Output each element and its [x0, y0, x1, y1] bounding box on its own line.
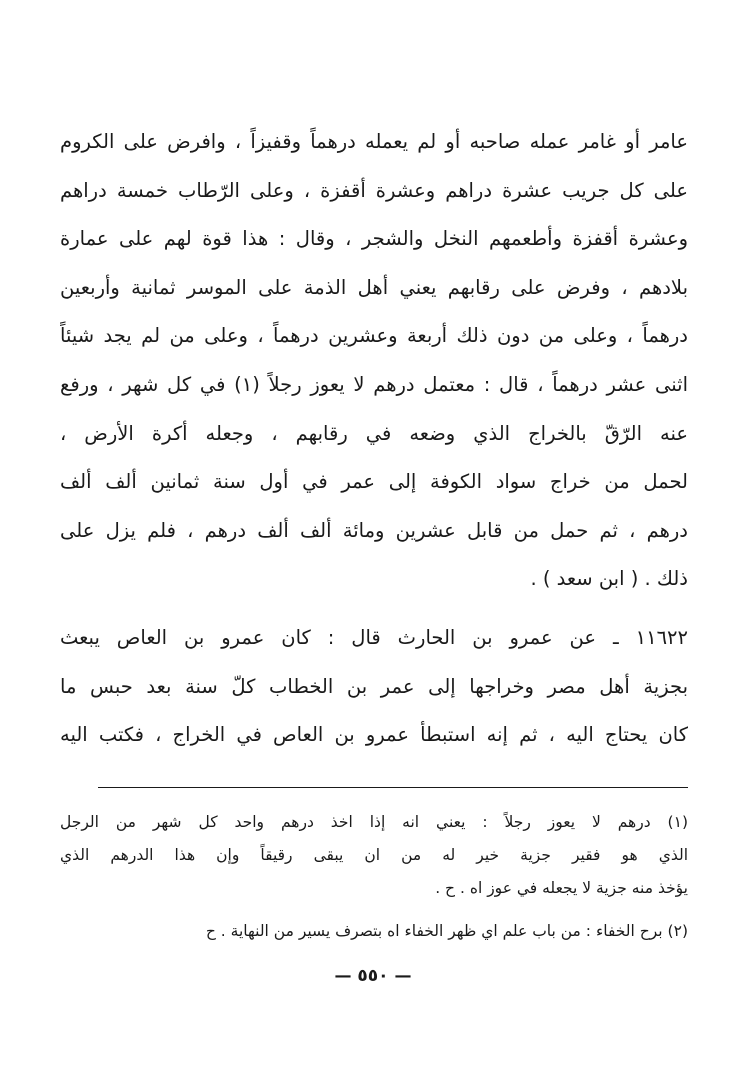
- text-line: اثنى عشر درهماً ، قال : معتمل درهم لا يعوز رجلاً (١) في كل شهر ، ورفع: [60, 372, 688, 396]
- footnotes: [60, 806, 688, 948]
- text-line: على كل جريب عشرة دراهم وعشرة أقفزة ، وعلى الرّطاب خمسة دراهم: [60, 178, 688, 202]
- page-number: — ٥٥٠ —: [334, 966, 412, 986]
- main-text: [60, 118, 688, 760]
- text-line: عنه الرّقّ بالخراج الذي وضعه في رقابهم ، وجعله أكرة الأرض ،: [60, 421, 688, 445]
- footnote-line: (١) درهم لا يعوز رجلاً : يعني انه إذا اخذ درهم واحد كل شهر من الرجل: [60, 813, 688, 831]
- footnote-line: (٢) برح الخفاء : من باب علم اي ظهر الخفاء اه بتصرف يسير من النهاية . ح: [205, 922, 688, 940]
- text-line: عامر أو غامر عمله صاحبه أو لم يعمله درهماً وقفيزاً ، وافرض على الكروم: [60, 130, 688, 153]
- text-line: بجزية أهل مصر وخراجها إلى عمر بن الخطاب كلّ سنة بعد حبس ما: [60, 674, 688, 698]
- text-line: لحمل من خراج سواد الكوفة إلى عمر في أول سنة ثمانين ألف ألف: [60, 470, 688, 494]
- text-line: وعشرة أقفزة وأطعمهم النخل والشجر ، وقال : هذا قوة لهم على عمارة: [60, 227, 688, 251]
- footnote-line: يؤخذ منه جزية لا يجعله في عوز اه . ح .: [435, 879, 688, 897]
- text-line: درهماً ، وعلى من دون ذلك أربعة وعشرين درهماً ، وعلى من لم يجد شيئاً: [60, 324, 688, 348]
- footnote-divider: [98, 787, 688, 788]
- text-line: بلادهم ، وفرض على رقابهم يعني أهل الذمة على الموسر ثمانية وأربعين: [60, 275, 688, 299]
- footnote-line: الذي هو فقير جزية خير له من ان يبقى رقيقاً وإن هذا الدرهم الذي: [60, 846, 688, 864]
- text-line: ذلك . ( ابن سعد ) .: [530, 567, 688, 591]
- hadith-heading-line: ١١٦٢٢ ـ عن عمرو بن الحارث قال : كان عمرو بن العاص يبعث: [60, 625, 688, 649]
- text-line: درهم ، ثم حمل من قابل عشرين ومائة ألف ألف درهم ، فلم يزل على: [60, 518, 688, 542]
- text-line: كان يحتاج اليه ، ثم إنه استبطأ عمرو بن العاص في الخراج ، فكتب اليه: [60, 723, 688, 747]
